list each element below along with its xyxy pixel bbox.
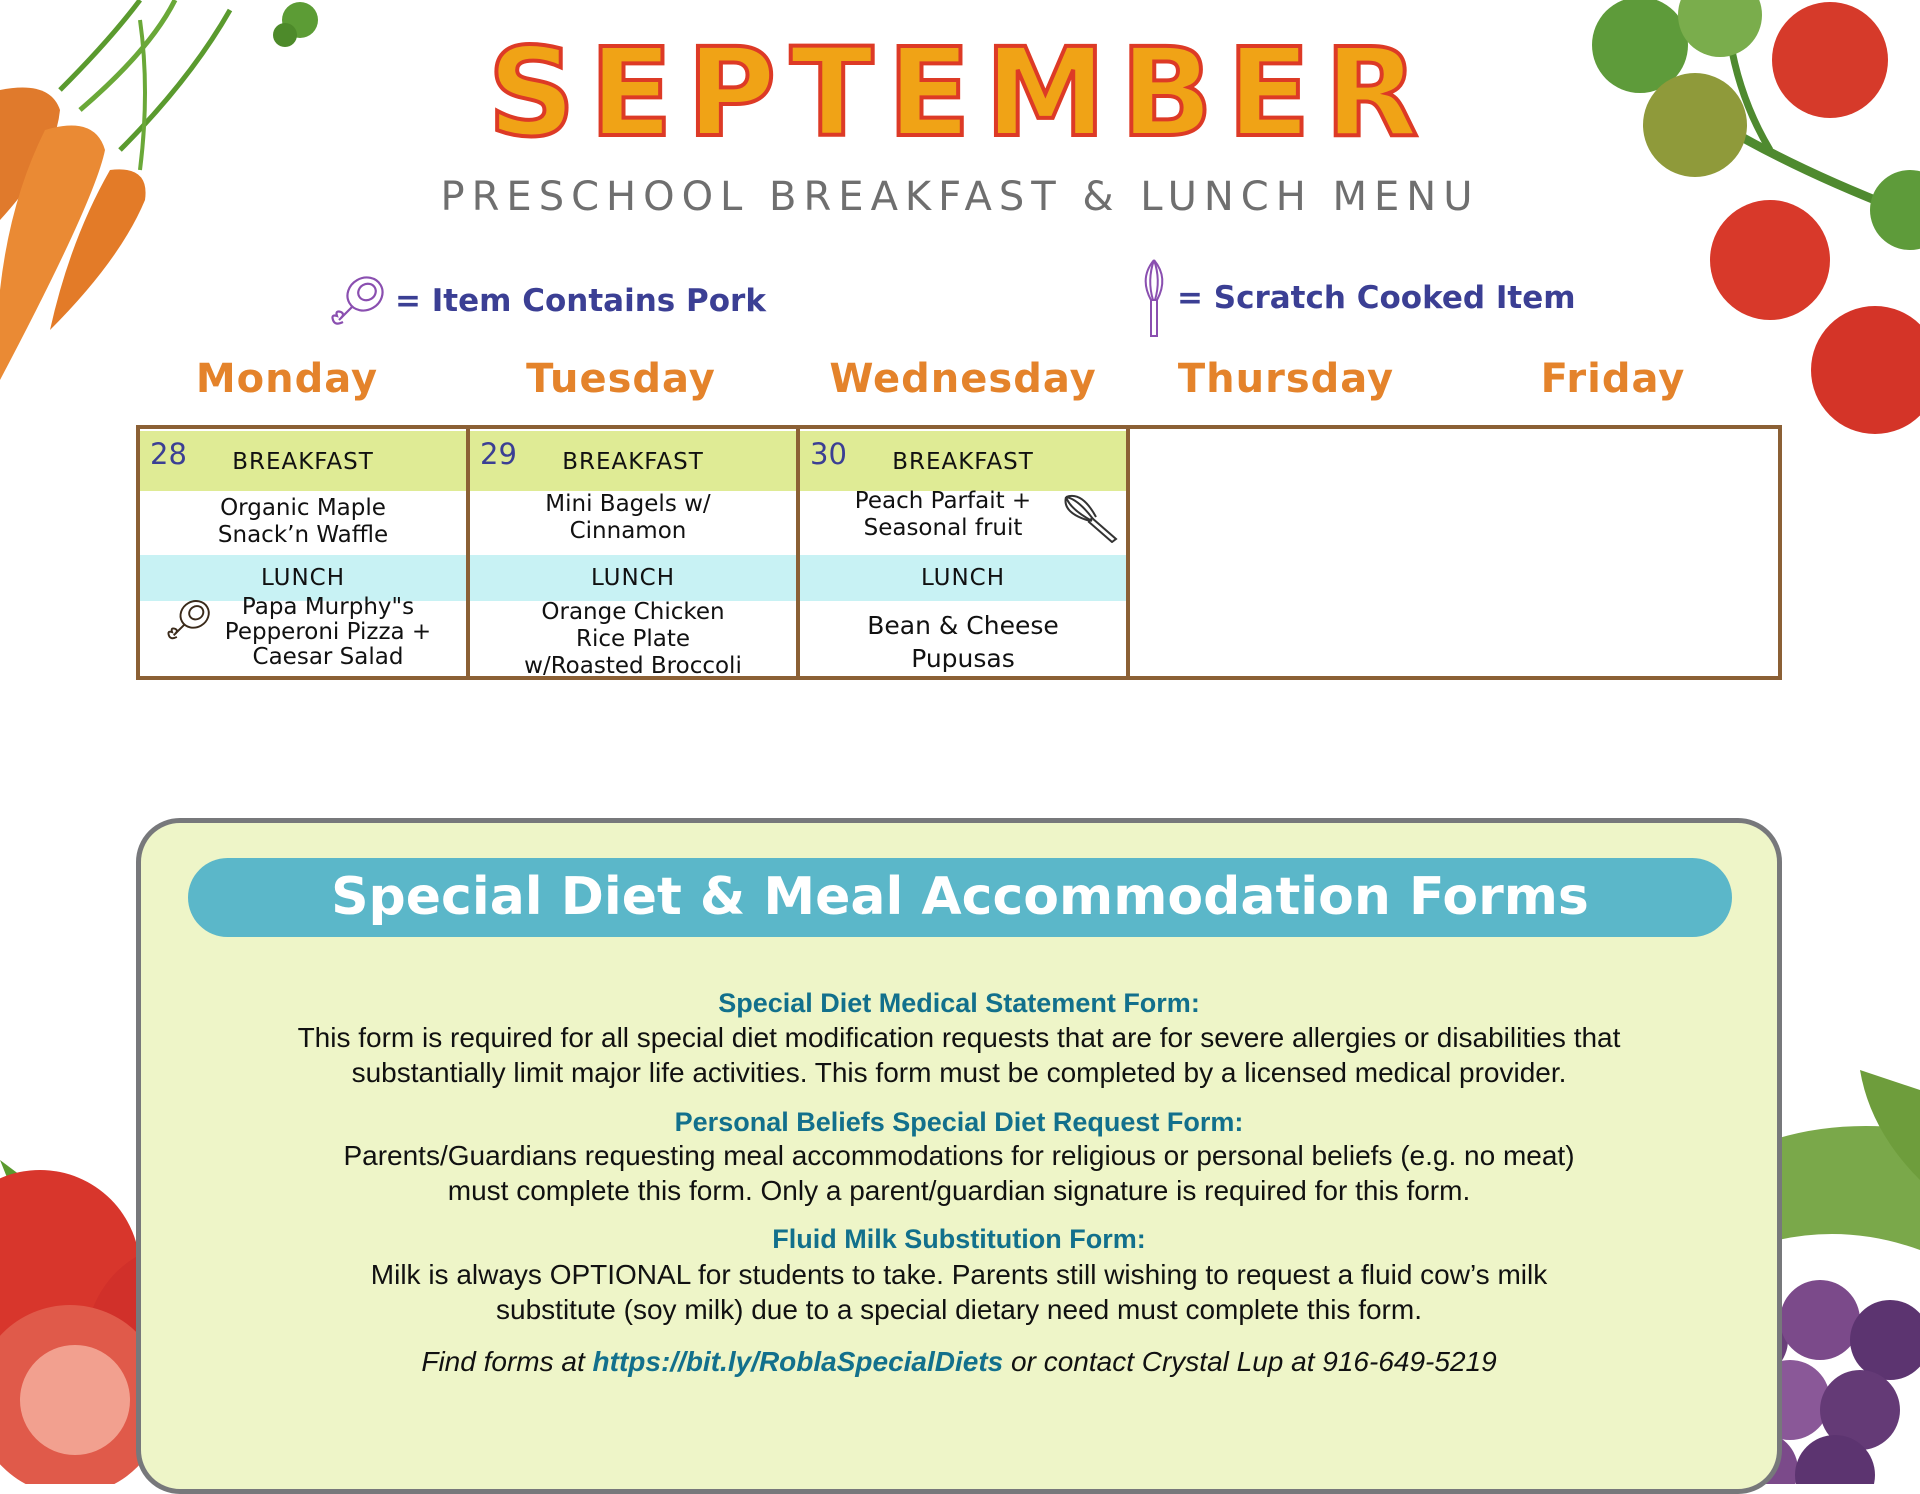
legend-pork-text: = Item Contains Pork: [395, 283, 766, 319]
day-number: 29: [480, 437, 517, 471]
find-forms-suffix: or contact Crystal Lup at 916-649-5219: [1003, 1346, 1497, 1377]
form-body-milk: Milk is always OPTIONAL for students to take. Parents still wishing to request a fluid cow’s milk substitute (soy milk) due to a special dietary need must complete this form.: [370, 1259, 1548, 1325]
form-body-beliefs: Parents/Guardians requesting meal accommodations for religious or personal beliefs (e.g. no meat) must complete this form. Only a parent/guardian signature is required for this form.: [343, 1140, 1575, 1206]
lunch-label: LUNCH: [920, 565, 1006, 591]
menu-day-cell: [800, 429, 1130, 676]
menu-day-cell: [140, 429, 470, 676]
lunch-item: Bean & Cheese Pupusas: [867, 611, 1059, 673]
forms-banner: Special Diet & Meal Accommodation Forms: [188, 858, 1732, 937]
page-title: SEPTEMBER: [487, 22, 1433, 164]
lunch-item: Orange Chicken Rice Plate w/Roasted Broccoli: [524, 599, 742, 679]
day-number: 28: [150, 437, 187, 471]
breakfast-item: Organic Maple Snack’n Waffle: [217, 495, 389, 548]
day-header-wednesday: Wednesday: [829, 356, 1097, 402]
breakfast-item: Mini Bagels w/ Cinnamon: [545, 491, 711, 544]
form-body-medical: This form is required for all special diet modification requests that are for severe allergies or disabilities that substantially limit major life activities. This form must be completed by a licensed medical provider.: [297, 1022, 1621, 1088]
whisk-icon: [1062, 491, 1120, 543]
ham-leg-icon: [327, 270, 389, 332]
legend-scratch: [1137, 258, 1576, 338]
form-heading-beliefs: Personal Beliefs Special Diet Request Form:: [674, 1107, 1244, 1137]
lunch-item: Papa Murphy"s Pepperoni Pizza + Caesar Salad: [224, 594, 432, 670]
menu-day-cell: [470, 429, 800, 679]
day-header-monday: Monday: [195, 356, 379, 402]
whisk-icon: [1137, 258, 1171, 338]
legend-pork: [327, 270, 766, 332]
menu-calendar: [136, 425, 1782, 680]
form-heading-milk: Fluid Milk Substitution Form:: [772, 1224, 1146, 1254]
breakfast-item: Peach Parfait + Seasonal fruit: [854, 488, 1032, 541]
day-number: 30: [810, 437, 847, 471]
find-forms-line: [136, 1346, 1782, 1378]
day-header-thursday: Thursday: [1177, 356, 1395, 402]
breakfast-label: BREAKFAST: [892, 449, 1034, 475]
form-heading-medical: Special Diet Medical Statement Form:: [718, 988, 1200, 1018]
find-forms-prefix: Find forms at: [421, 1346, 593, 1377]
breakfast-label: BREAKFAST: [562, 449, 704, 475]
day-header-tuesday: Tuesday: [526, 356, 716, 402]
page-subtitle: PRESCHOOL BREAKFAST & LUNCH MENU: [440, 174, 1480, 220]
legend-scratch-text: = Scratch Cooked Item: [1177, 280, 1576, 316]
forms-link[interactable]: https://bit.ly/RoblaSpecialDiets: [592, 1346, 1004, 1377]
breakfast-label: BREAKFAST: [232, 449, 374, 475]
day-header-friday: Friday: [1540, 356, 1686, 402]
lunch-label: LUNCH: [590, 565, 676, 591]
lunch-label: LUNCH: [260, 565, 346, 591]
menu-empty-cell: [1130, 429, 1778, 676]
